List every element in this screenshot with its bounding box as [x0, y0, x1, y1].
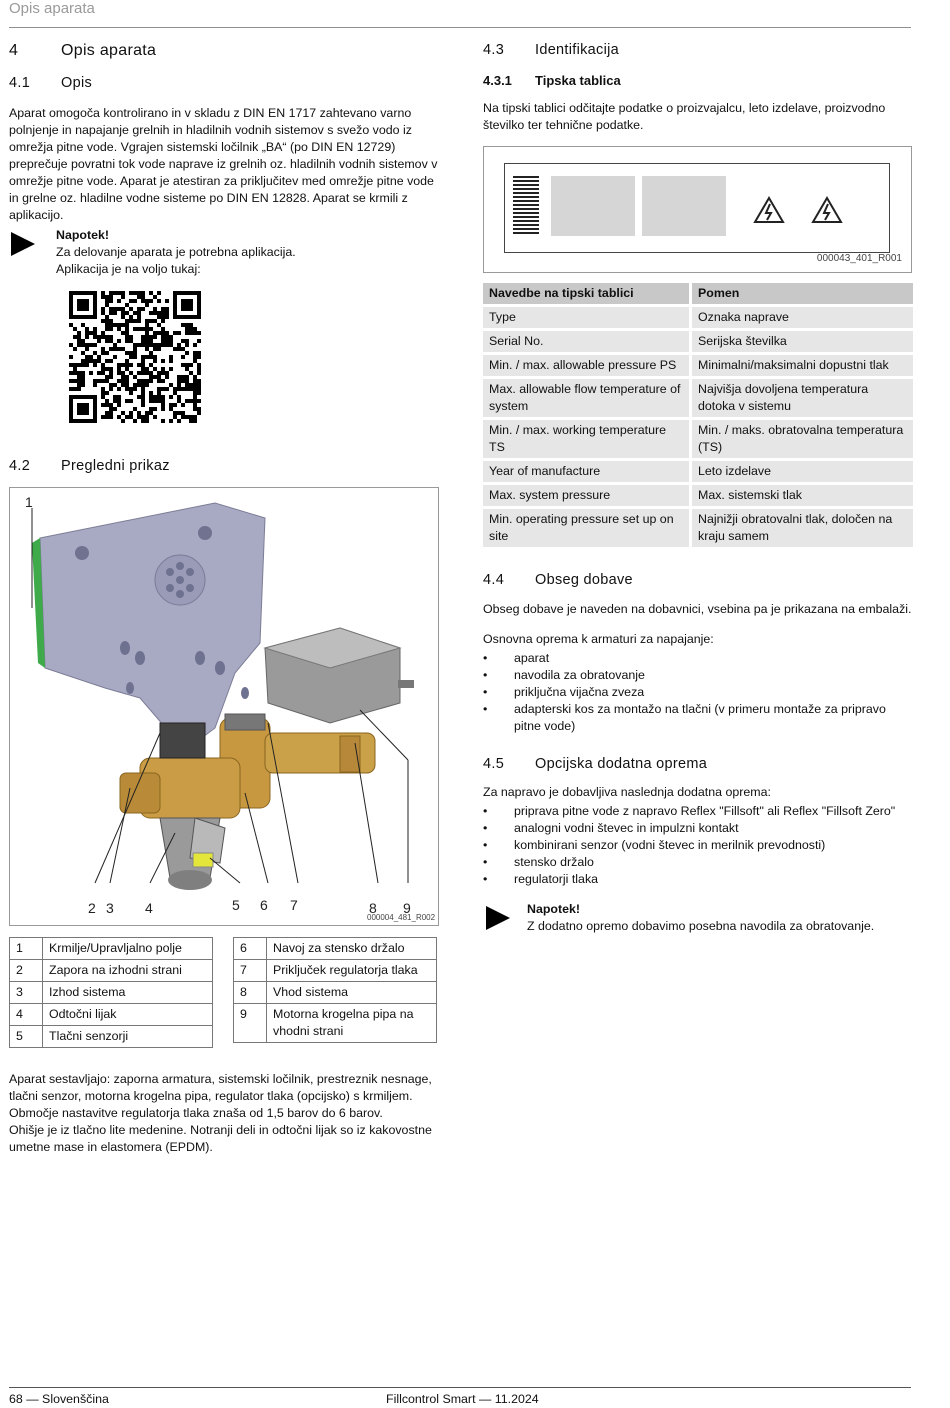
running-header: Opis aparata: [9, 0, 95, 17]
footer-product: Fillcontrol Smart — 11.2024: [386, 1392, 539, 1406]
table-row: [483, 509, 913, 547]
callout-label: 7: [290, 897, 298, 913]
note-line: Za delovanje aparata je potrebna aplikacija.: [56, 245, 296, 259]
table-row: [483, 420, 913, 458]
table-cell-field: Max. allowable flow temperature of system: [483, 379, 689, 417]
heading-4-3-1: [483, 72, 621, 89]
table-row: [483, 355, 913, 376]
legend-row: [10, 1026, 213, 1048]
heading-4: [9, 42, 156, 59]
table-cell-meaning: Max. sistemski tlak: [692, 485, 913, 506]
heading-number: 4: [9, 42, 19, 59]
paragraph-line: Ohišje je iz tlačno lite medenine. Notranji deli in odtočni lijak so iz kakovostne umetne mase in elastomera (EPDM).: [9, 1123, 432, 1154]
legend-row: [10, 982, 213, 1004]
figure-code: 000043_401_R001: [816, 253, 902, 264]
list-item: • navodila za obratovanje: [483, 667, 913, 684]
legend-label: Motorna krogelna pipa na vhodni strani: [267, 1004, 437, 1043]
heading-title: Opis aparata: [61, 42, 157, 59]
legend-number: 1: [10, 938, 43, 960]
legend-label: Navoj za stensko držalo: [267, 938, 437, 960]
table-cell-meaning: Minimalni/maksimalni dopustni tlak: [692, 355, 913, 376]
heading-title: Obseg dobave: [535, 572, 633, 588]
heading-title: Identifikacija: [535, 42, 619, 58]
note-title: Napotek!: [527, 902, 581, 916]
heading-number: 4.3.1: [483, 73, 512, 88]
heading-title: Tipska tablica: [535, 73, 621, 88]
list-item: • priključna vijačna zveza: [483, 684, 913, 701]
scope-paragraph: Obseg dobave je naveden na dobavnici, vsebina pa je prikazana na embalaži.: [483, 602, 912, 616]
legend-number: 3: [10, 982, 43, 1004]
list-item: • aparat: [483, 650, 913, 667]
composition-paragraph: [9, 1071, 439, 1156]
table-row: [483, 461, 913, 482]
heading-title: Opcijska dodatna oprema: [535, 756, 708, 772]
legend-label: Zapora na izhodni strani: [43, 960, 213, 982]
device-illustration: [10, 488, 438, 925]
legend-label: Krmilje/Upravljalno polje: [43, 938, 213, 960]
paragraph-line: Območje nastavitve regulatorja tlaka znaša od 1,5 barov do 6 barov.: [9, 1106, 383, 1120]
note-arrow-icon: [11, 232, 35, 256]
note-box: [527, 901, 907, 935]
data-field: [642, 176, 726, 236]
legend-label: Vhod sistema: [267, 982, 437, 1004]
legend-label: Izhod sistema: [43, 982, 213, 1004]
legend-row: [234, 938, 437, 960]
table-cell-meaning: Oznaka naprave: [692, 307, 913, 328]
legend-number: 4: [10, 1004, 43, 1026]
nameplate-table: [483, 280, 913, 550]
legend-row: [234, 960, 437, 982]
note-box: [56, 227, 436, 278]
nameplate-paragraph: Na tipski tablici odčitajte podatke o proizvajalcu, leto izdelave, proizvodno številko ter tehnične podatke.: [483, 101, 886, 132]
table-cell-field: Serial No.: [483, 331, 689, 352]
table-header: Pomen: [692, 283, 913, 304]
legend-number: 9: [234, 1004, 267, 1043]
heading-4-5: [483, 756, 707, 773]
heading-4-2: [9, 458, 170, 475]
legend-row: [10, 938, 213, 960]
list-item: • analogni vodni števec in impulzni kontakt: [483, 820, 913, 837]
heading-number: 4.5: [483, 756, 505, 772]
data-field: [551, 176, 635, 236]
header-rule: [9, 27, 911, 28]
legend-number: 7: [234, 960, 267, 982]
table-row: [483, 379, 913, 417]
legend-row: [234, 982, 437, 1004]
electrical-warning-icon: [753, 196, 785, 224]
legend-table-right: [233, 937, 437, 1043]
barcode-icon: [513, 176, 539, 234]
legend-row: [10, 1004, 213, 1026]
qr-code[interactable]: [69, 291, 201, 423]
legend-table-left: [9, 937, 213, 1048]
list-item: • kombinirani senzor (vodni števec in merilnik prevodnosti): [483, 837, 913, 854]
table-header: Navedbe na tipski tablici: [483, 283, 689, 304]
heading-number: 4.2: [9, 458, 31, 474]
callout-label: 8: [369, 900, 377, 916]
heading-4-3: [483, 42, 619, 59]
accessories-list: [483, 803, 913, 888]
legend-label: Priključek regulatorja tlaka: [267, 960, 437, 982]
heading-title: Pregledni prikaz: [61, 458, 170, 474]
list-item: • adapterski kos za montažo na tlačni (v primeru montaže za pripravo pitne vode): [483, 701, 913, 735]
table-cell-field: Min. / max. working temperature TS: [483, 420, 689, 458]
nameplate-outline: [504, 163, 890, 253]
accessories-intro: Za napravo je dobavljiva naslednja dodatna oprema:: [483, 785, 771, 799]
legend-number: 2: [10, 960, 43, 982]
legend-number: 6: [234, 938, 267, 960]
legend-row: [10, 960, 213, 982]
list-item: • stensko držalo: [483, 854, 913, 871]
heading-4-1: [9, 75, 92, 92]
table-row: [483, 331, 913, 352]
figure-code: 000004_481_R002: [367, 913, 436, 922]
callout-label: 5: [232, 897, 240, 913]
callout-label: 4: [145, 900, 153, 916]
legend-number: 5: [10, 1026, 43, 1048]
table-cell-meaning: Min. / maks. obratovalna temperatura (TS): [692, 420, 913, 458]
note-title: Napotek!: [56, 228, 110, 242]
legend-label: Tlačni senzorji: [43, 1026, 213, 1048]
table-cell-field: Min. operating pressure set up on site: [483, 509, 689, 547]
table-cell-field: Year of manufacture: [483, 461, 689, 482]
nameplate-figure: [483, 146, 912, 273]
heading-number: 4.1: [9, 75, 31, 91]
callout-label: 9: [403, 900, 411, 916]
heading-number: 4.3: [483, 42, 505, 58]
table-header-row: [483, 283, 913, 304]
overview-figure: [9, 487, 439, 926]
heading-number: 4.4: [483, 572, 505, 588]
paragraph-line: Aparat sestavljajo: zaporna armatura, sistemski ločilnik, prestreznik nesnage, tlačni senzor, motorna krogelna pipa, regulator tlaka (opcijsko) s krmiljem.: [9, 1072, 432, 1103]
table-row: [483, 307, 913, 328]
callout-label: 1: [25, 494, 33, 510]
heading-4-4: [483, 572, 633, 589]
table-cell-meaning: Najnižji obratovalni tlak, določen na kraju samem: [692, 509, 913, 547]
description-paragraph: Aparat omogoča kontrolirano in v skladu z DIN EN 1717 zahtevano varno polnjenje in napajanje grelnih in hladilnih vodnih sistemov s svežo vodo iz omrežja pitne vode. Vgrajen sistemski ločilnik „BA“ (po DIN EN 12729) preprečuje povratni tok vode naprave iz grelnih oz. hladilnih vodnih sistemov v omrežje pitne vode. Aparat je atestiran za priključitev med omrežje pitne vode in grelne oz. hladilne vodne sisteme po DIN EN 12828. Aparat se krmili z aplikacijo.: [9, 106, 438, 222]
note-line: Z dodatno opremo dobavimo posebna navodila za obratovanje.: [527, 919, 875, 933]
table-cell-meaning: Serijska številka: [692, 331, 913, 352]
callout-label: 3: [106, 900, 114, 916]
heading-title: Opis: [61, 75, 93, 91]
note-line: Aplikacija je na voljo tukaj:: [56, 262, 201, 276]
footer-page: 68 — Slovenščina: [9, 1392, 109, 1406]
table-row: [483, 485, 913, 506]
legend-number: 8: [234, 982, 267, 1004]
table-cell-field: Max. system pressure: [483, 485, 689, 506]
list-item: • priprava pitne vode z napravo Reflex "Fillsoft" ali Reflex "Fillsoft Zero": [483, 803, 913, 820]
scope-intro: Osnovna oprema k armaturi za napajanje:: [483, 632, 714, 646]
table-cell-field: Min. / max. allowable pressure PS: [483, 355, 689, 376]
callout-label: 2: [88, 900, 96, 916]
note-arrow-icon: [486, 906, 510, 930]
table-cell-meaning: Najvišja dovoljena temperatura dotoka v sistemu: [692, 379, 913, 417]
qr-code-graphic: [69, 291, 201, 423]
callout-label: 6: [260, 897, 268, 913]
scope-list: [483, 650, 913, 735]
legend-row: [234, 1004, 437, 1043]
electrical-warning-icon: [811, 196, 843, 224]
table-cell-field: Type: [483, 307, 689, 328]
table-cell-meaning: Leto izdelave: [692, 461, 913, 482]
footer-rule: [9, 1387, 911, 1388]
list-item: • regulatorji tlaka: [483, 871, 913, 888]
legend-label: Odtočni lijak: [43, 1004, 213, 1026]
